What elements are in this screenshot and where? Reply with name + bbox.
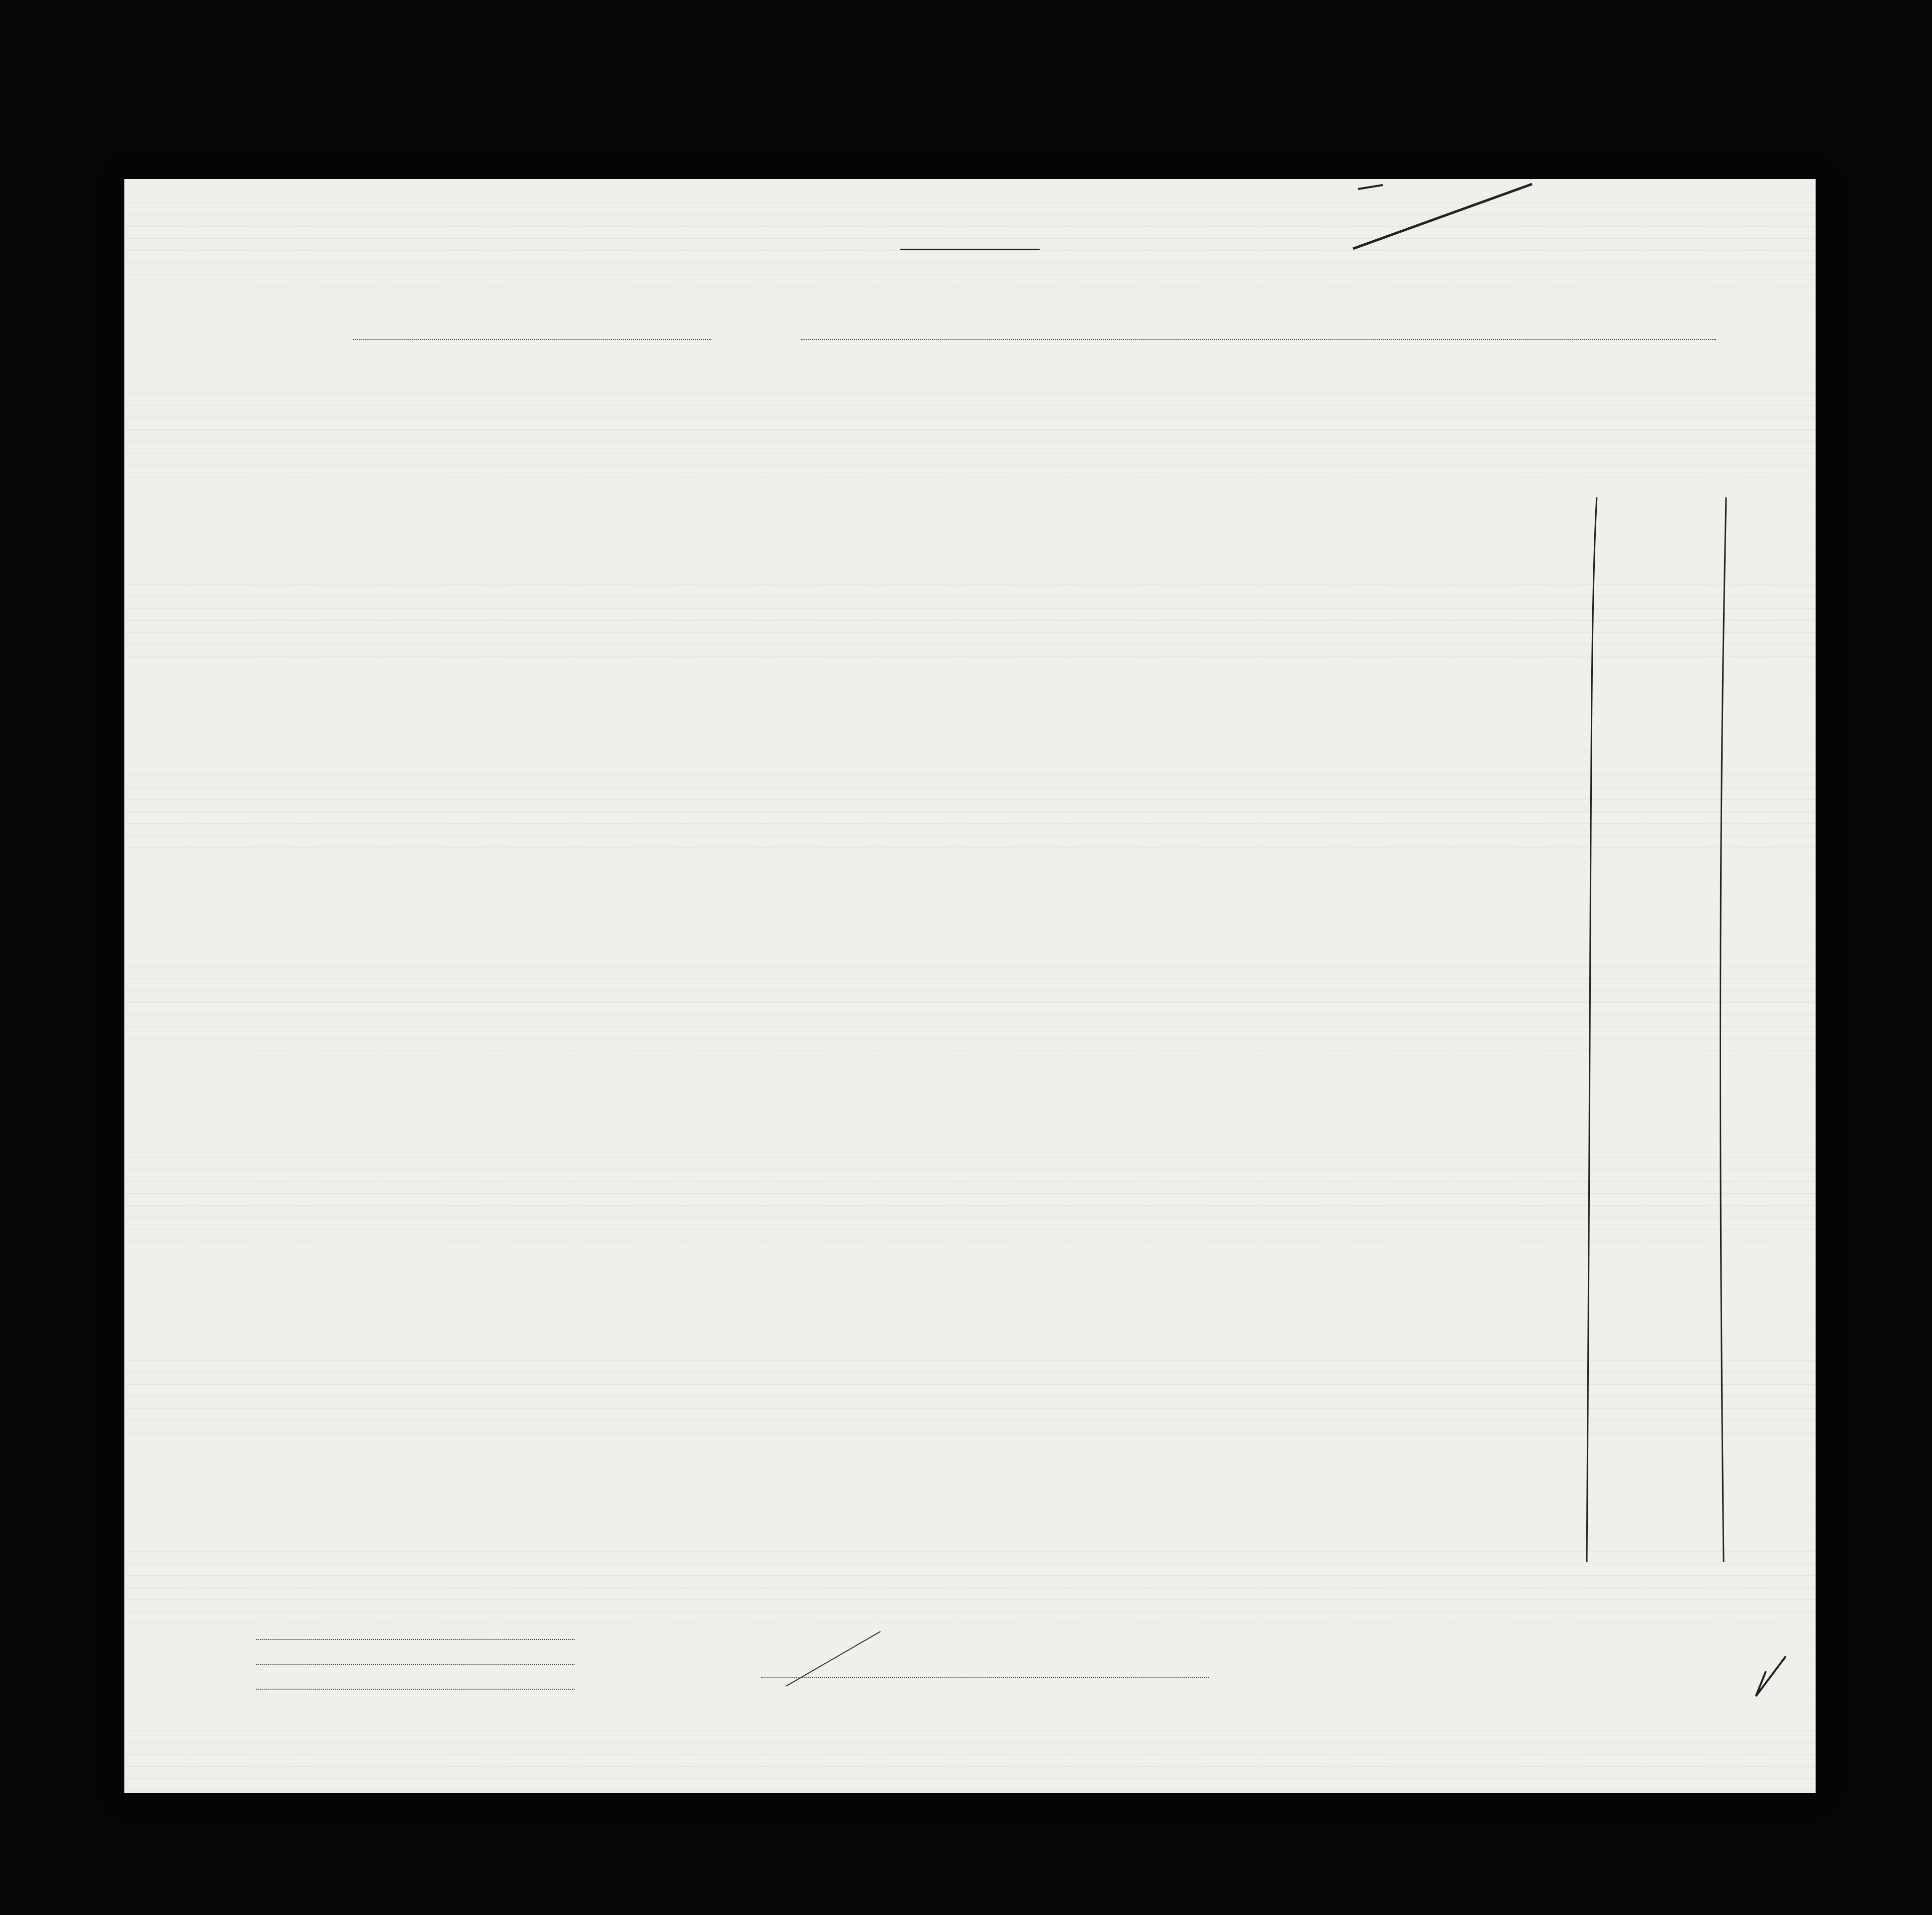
top-tick-mark bbox=[1358, 185, 1383, 189]
manifest-sheet bbox=[124, 179, 1816, 1793]
action-ditto-line bbox=[1721, 497, 1726, 1562]
agents-dots bbox=[256, 1689, 575, 1690]
remarks-ditto-line bbox=[1587, 497, 1597, 1562]
signature-dots bbox=[761, 1677, 1209, 1678]
sheet-check-stroke bbox=[1353, 184, 1532, 249]
line-dots bbox=[256, 1639, 575, 1640]
owners-dots bbox=[256, 1664, 575, 1665]
corner-check-mark bbox=[1756, 1656, 1786, 1696]
handwritten-strokes bbox=[124, 179, 1816, 1793]
